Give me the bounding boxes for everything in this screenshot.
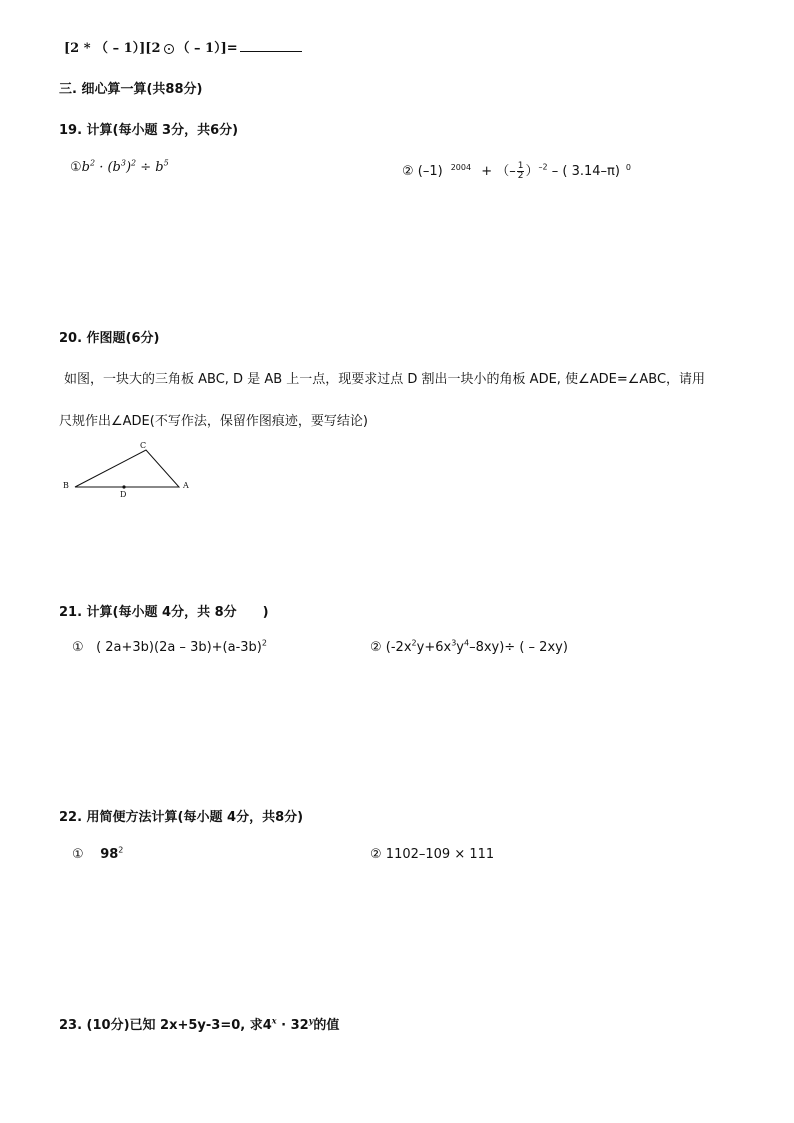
q23-prefix: 23. (10分)已知 2x+5y-3=0, 求4 <box>59 1018 272 1033</box>
q23-exp-y: y <box>308 1015 314 1026</box>
q23-exp-x: x <box>271 1015 277 1026</box>
q21-part2-exp2: 3 <box>451 638 457 648</box>
label-a: A <box>183 481 189 490</box>
q22-part1-exp: 2 <box>118 845 124 855</box>
q21-part2-label: ② <box>370 640 382 655</box>
point-d-dot <box>122 485 125 488</box>
q21-part2-exp3: 4 <box>463 638 470 648</box>
q19-part2-term3: – ( 3.14–π) <box>551 164 620 179</box>
q19-part2-exp1: 2004 <box>450 162 472 172</box>
q19-part1-expression: $b^2 \cdot (b^3)^2 \div b^5$ <box>81 158 169 175</box>
q19-part1-label: ① <box>70 160 82 175</box>
q19-part2 <box>402 160 631 181</box>
q23-question <box>59 1014 339 1033</box>
q21-part1 <box>72 640 267 655</box>
triangle-abc <box>75 450 179 487</box>
q22-part2-expression: 1102–109 × 111 <box>385 847 495 862</box>
triangle-figure <box>58 436 198 501</box>
q21-part2-b: y+6x <box>416 640 452 655</box>
q22-part2 <box>370 847 494 862</box>
q23-suffix: 的值 <box>313 1018 340 1033</box>
half-fraction <box>517 162 525 181</box>
q21-part2 <box>370 640 568 655</box>
top-expression-left: [2 * （ – 1）][2 <box>64 41 161 56</box>
top-expression <box>64 37 302 56</box>
q22-part2-label: ② <box>370 847 382 862</box>
q22-part1 <box>72 847 123 862</box>
q23-mid: · 32 <box>276 1018 309 1033</box>
q22-part1-label: ① <box>72 847 84 862</box>
q19-part1 <box>70 160 169 175</box>
label-c: C <box>140 441 147 450</box>
top-expression-right: （ – 1）]= <box>176 41 238 56</box>
fraction-numerator: 1 <box>517 161 524 171</box>
section-title: 三. 细心算一算(共88分) <box>59 82 203 97</box>
q19-title: 19. 计算(每小题 3分，共6分) <box>59 123 239 138</box>
q20-text-line2: 尺规作出∠ADE(不写作法，保留作图痕迹，要写结论) <box>59 414 368 429</box>
q21-part2-c: y <box>456 640 464 655</box>
label-b: B <box>63 481 69 490</box>
q22-part1-expression: 98 <box>100 847 119 862</box>
q19-part2-label: ② <box>402 164 414 179</box>
q19-part2-plus: + （– <box>481 164 516 179</box>
q20-text-line1: 如图，一块大的三角板 ABC, D 是 AB 上一点，现要求过点 D 割出一块小的角板 ADE, 使∠ADE=∠ABC，请用 <box>64 372 706 387</box>
q21-part1-expression: ( 2a+3b)(2a – 3b)+(a-3b) <box>96 640 262 655</box>
q21-title: 21. 计算(每小题 4分，共 8分 ) <box>59 605 269 620</box>
odot-operator-icon <box>164 44 174 54</box>
q21-part2-a: (-2x <box>385 640 412 655</box>
q21-part2-exp1: 2 <box>411 638 417 648</box>
q21-part2-d: –8xy)÷ ( – 2xy) <box>469 640 568 655</box>
q19-part2-term1: (–1) <box>417 164 443 179</box>
q21-part1-exp: 2 <box>261 638 267 648</box>
q19-part2-close: ） <box>525 164 539 179</box>
q22-title: 22. 用简便方法计算(每小题 4分，共8分) <box>59 810 304 825</box>
q21-part1-label: ① <box>72 640 84 655</box>
q19-part2-exp2: –2 <box>538 162 548 172</box>
q20-title: 20. 作图题(6分) <box>59 331 160 346</box>
label-d: D <box>120 490 127 499</box>
fraction-denominator: 2 <box>517 171 524 181</box>
q19-part2-exp3: 0 <box>625 162 632 172</box>
answer-blank[interactable] <box>240 39 302 52</box>
